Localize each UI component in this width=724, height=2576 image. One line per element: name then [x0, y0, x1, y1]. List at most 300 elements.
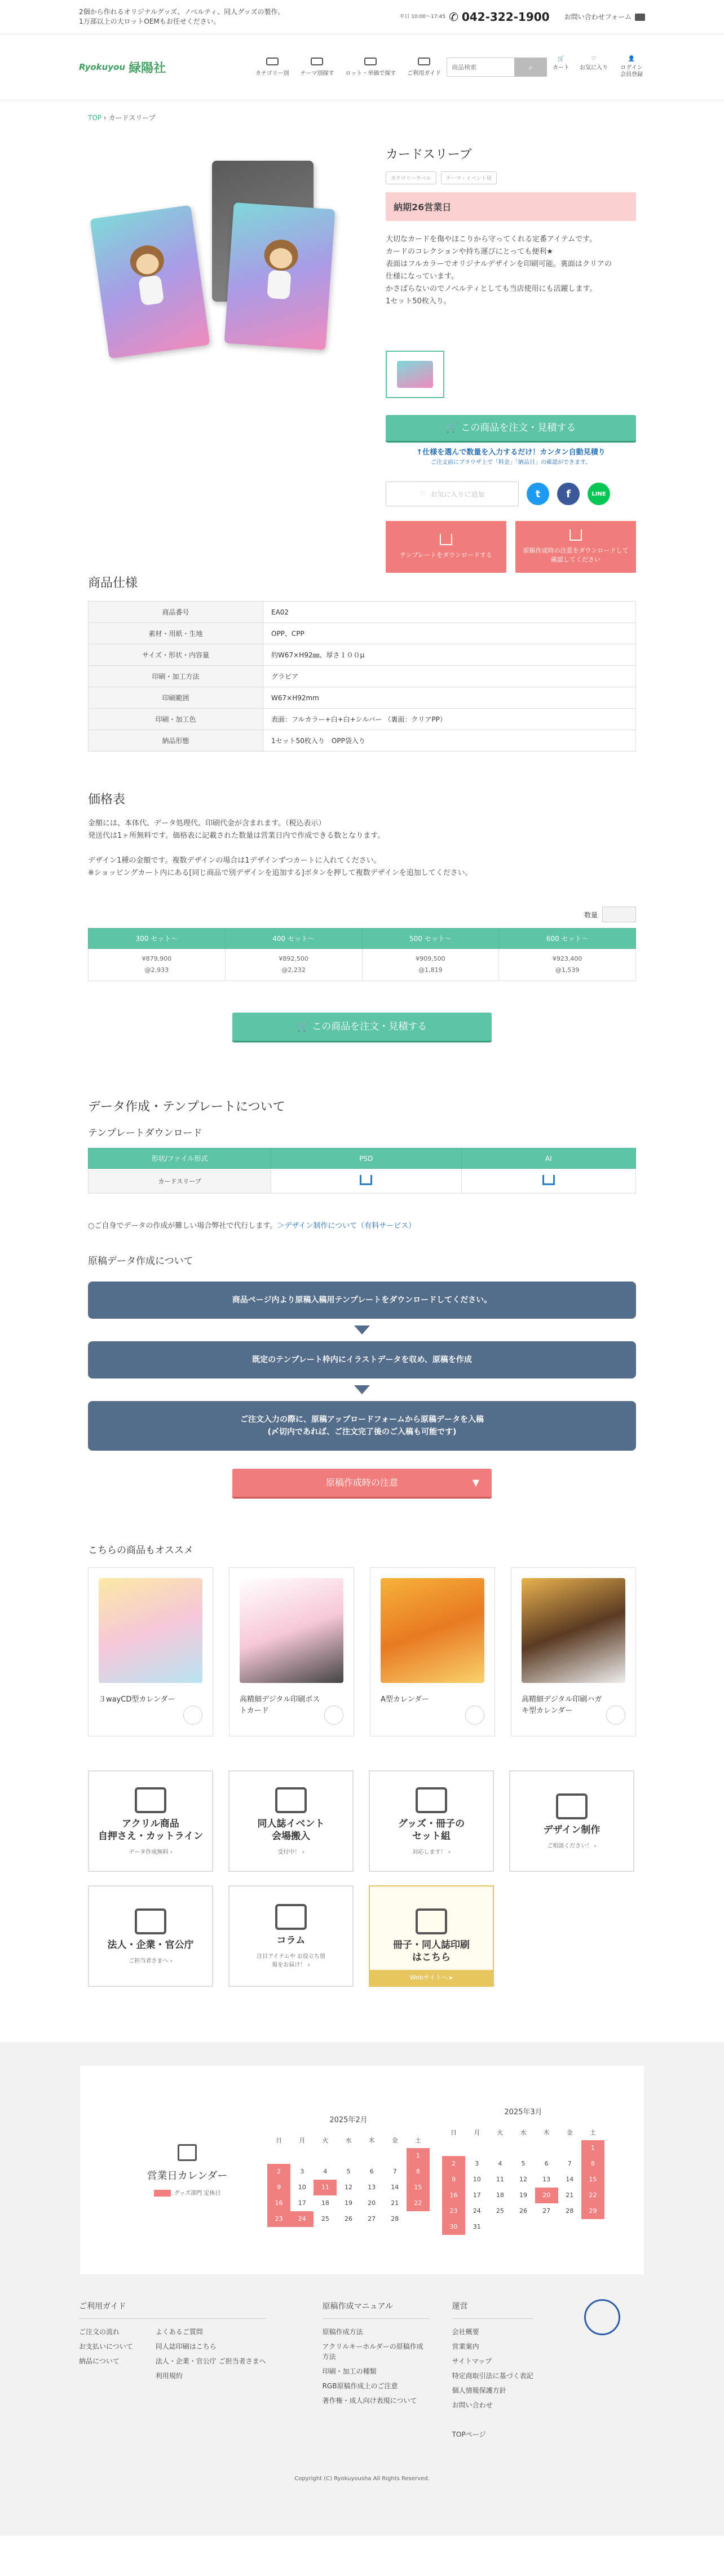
price-cell[interactable] [362, 949, 499, 981]
service-event[interactable] [228, 1770, 354, 1872]
weekday-label: 金 [391, 2136, 398, 2144]
deadline-badge: 納期26営業日 [386, 192, 636, 221]
weekday-label: 木 [368, 2136, 375, 2144]
tagline-line: 1万部以上の大ロットOEMもお任せください。 [79, 17, 220, 25]
price-total: ¥909,500 [416, 955, 445, 962]
footer-heading: 原稿作成マニュアル [323, 2299, 430, 2319]
twitter-icon[interactable]: t [527, 483, 549, 505]
design-service-link[interactable]: ＞デザイン制作について（有料サービス） [277, 1222, 416, 1230]
calendar-day: 15 [581, 2172, 604, 2188]
service-title: デザイン制作 [543, 1824, 601, 1836]
calendar-day: 12 [344, 2184, 352, 2191]
calendar-day: 2 [267, 2164, 290, 2180]
service-acrylic[interactable] [88, 1770, 213, 1872]
download-icon [360, 1175, 372, 1185]
calendar-day [488, 2219, 511, 2235]
service-set[interactable] [369, 1770, 494, 1872]
spec-value: グラビア [263, 666, 636, 687]
nav-label: ロット・単価で探す [345, 70, 396, 77]
search-input[interactable] [447, 58, 514, 77]
heart-icon: ♡ [591, 56, 597, 62]
footer-link[interactable]: 会社概要 [452, 2328, 479, 2336]
desc-line: 大切なカードを傷やほこりから守ってくれる定番アイテムです。 [386, 235, 597, 244]
price-column-header: 500 セット～ [362, 929, 499, 949]
calendar-day: 11 [314, 2180, 337, 2195]
search-button[interactable] [514, 58, 547, 77]
price-note-line: 発送代は1ヶ所無料です。価格表に記載された数量は営業日内で作成できる数となります。 [88, 832, 385, 840]
mail-icon [635, 14, 645, 21]
calendar-day: 27 [368, 2215, 376, 2222]
month-name: 2025年2月 [329, 2115, 368, 2124]
download-icon [542, 1175, 555, 1185]
tag-icon [311, 58, 323, 65]
cart-icon: 🛒 [557, 56, 565, 62]
template-heading: データ作成・テンプレートについて [88, 1100, 285, 1114]
palette-icon [556, 1793, 588, 1819]
logo[interactable] [79, 59, 166, 76]
price-total: ¥923,400 [552, 955, 582, 962]
header-icons [553, 56, 645, 78]
calendar-day: 21 [391, 2199, 399, 2207]
phone[interactable] [399, 12, 549, 22]
spec-key: 商品番号 [89, 602, 263, 623]
cart-label: カート [553, 65, 570, 71]
calendar-month [267, 2114, 430, 2227]
download-row [386, 521, 636, 573]
calendar-day: 10 [473, 2176, 481, 2183]
facebook-icon[interactable]: f [557, 483, 580, 505]
flow-step [88, 1341, 636, 1378]
calendar-day: 26 [519, 2207, 527, 2215]
business-calendar [80, 2066, 644, 2274]
phone-icon: ✆ [449, 10, 458, 24]
flow-steps [88, 1282, 636, 1451]
caution-toggle-button[interactable] [232, 1469, 492, 1497]
nav-label: カテゴリー別 [255, 70, 289, 77]
order-note-text: ↑仕様を選んで数量を入力するだけ！カンタン自動見積り [416, 448, 606, 457]
product-image [381, 1578, 484, 1683]
user-icon: 👤 [628, 56, 635, 62]
order-button[interactable] [386, 415, 636, 441]
footer-link[interactable]: 同人誌印刷はこちら [155, 2343, 217, 2350]
order-note [386, 448, 636, 468]
tagline-line: 2個から作れるオリジナルグッズ、ノベルティ、同人グッズの製作。 [79, 8, 285, 16]
calendar-legend [120, 2144, 255, 2197]
table-row [89, 949, 636, 981]
calendar-day: 16 [267, 2195, 290, 2211]
footer-heading: 運営 [452, 2299, 533, 2319]
spec-value: 表面：フルカラー+白+白+シルバー （裏面：クリアPP） [263, 709, 636, 730]
top-bar [0, 0, 724, 34]
calendar-day: 29 [581, 2203, 604, 2219]
phone-number[interactable]: 042-322-1900 [461, 10, 550, 24]
service-links [88, 1770, 636, 1987]
calendar-month [442, 2106, 604, 2235]
calendar-day: 5 [346, 2168, 351, 2175]
flow-step [88, 1401, 636, 1451]
calendar-day [314, 2148, 337, 2164]
calendar-day: 10 [298, 2184, 306, 2191]
down-arrow-icon [354, 1325, 370, 1335]
footer [0, 2274, 724, 2442]
nav-theme[interactable] [300, 58, 334, 77]
calendar-day [558, 2140, 581, 2156]
calendar-day: 19 [519, 2191, 527, 2199]
order-button-label: この商品を注文・見積する [312, 1021, 427, 1032]
calendar-day: 22 [581, 2188, 604, 2203]
spec-key: 納品形態 [89, 730, 263, 752]
table-row [89, 644, 636, 666]
footer-link[interactable]: 利用規約 [155, 2372, 183, 2380]
flow-step [88, 1282, 636, 1319]
weekday-label: 月 [474, 2128, 480, 2136]
quantity-label: 数量 [584, 911, 598, 919]
calendar-day: 17 [473, 2191, 481, 2199]
weekday-label: 日 [276, 2136, 282, 2144]
calendar-day: 30 [442, 2219, 465, 2235]
calendar-day: 31 [473, 2223, 481, 2230]
service-title: セット組 [412, 1830, 451, 1842]
calendar-day: 6 [369, 2168, 374, 2175]
footer-link[interactable]: 著作権・成人向け表現について [322, 2397, 417, 2405]
site-header [0, 34, 724, 100]
product-tags [386, 171, 636, 184]
recommend-title: 高精細デジタル印刷ポストカード [240, 1695, 320, 1715]
footer-link[interactable]: 納品について [79, 2357, 120, 2365]
price-total: ¥879,900 [142, 955, 172, 962]
footer-link[interactable]: 特定商取引法に基づく表記 [452, 2372, 533, 2380]
product-thumbnail[interactable] [386, 351, 444, 398]
recommend-item[interactable] [370, 1567, 495, 1737]
footer-link[interactable]: よくあるご質問 [155, 2328, 203, 2336]
service-title: コラム [276, 1935, 306, 1946]
price-unit: @1,819 [418, 966, 443, 974]
spec-key: 印刷範囲 [89, 687, 263, 709]
service-corporate[interactable] [88, 1885, 213, 1987]
price-note-line: デザイン1種の金額です。複数デザインの場合は1デザインずつカートに入れてください。 [88, 856, 381, 865]
month-grid [442, 2124, 604, 2235]
desc-line: かさばらないのでノベルティとしても当店使用にも活躍します。 [386, 285, 597, 293]
calendar-day: 11 [496, 2176, 504, 2183]
calendar-day: 19 [344, 2199, 352, 2207]
cart-icon: 🛒 [297, 1021, 312, 1032]
footer-manual [323, 2299, 430, 2442]
spec-key: サイズ・形状・内容量 [89, 644, 263, 666]
monkey-illustration [120, 242, 178, 310]
table-row [89, 709, 636, 730]
footer-link[interactable]: 営業案内 [452, 2343, 479, 2350]
price-note-line: ※ショッピングカート内にある[同じ商品で別デザインを追加する]ボタンを押して複数デザインを追加してください。 [88, 869, 473, 877]
caution-label: 原稿作成時の注意 [325, 1477, 398, 1488]
calendar-day: 4 [498, 2160, 502, 2167]
building-icon [135, 1908, 166, 1934]
spec-value: OPP、CPP [263, 623, 636, 644]
price-table [88, 928, 636, 981]
glasses-icon [364, 58, 377, 65]
footer-guide [79, 2299, 266, 2442]
copyright: Copyright (C) Ryokuyousha All Rights Reserved. [294, 2476, 430, 2482]
product-image [88, 144, 370, 409]
manual-download-button[interactable] [515, 521, 636, 573]
footer-link[interactable]: お問い合わせ [452, 2401, 493, 2409]
calendar-day: 22 [407, 2195, 430, 2211]
scissors-icon [135, 1787, 166, 1813]
box-icon [416, 1787, 447, 1813]
calendar-day: 7 [567, 2160, 572, 2167]
calendar-day [290, 2148, 314, 2164]
nav-category[interactable] [255, 58, 289, 77]
spec-value: 約W67×H92㎜、厚さ１００μ [263, 644, 636, 666]
calendar-day [465, 2140, 488, 2156]
calendar-day: 1 [581, 2140, 604, 2156]
footer-link[interactable]: お支払いについて [79, 2343, 133, 2350]
calendar-day: 28 [391, 2215, 399, 2222]
calendar-day: 5 [521, 2160, 526, 2167]
calendar-day [535, 2219, 558, 2235]
calendar-day [511, 2219, 535, 2235]
heart-icon[interactable] [183, 1705, 202, 1725]
recommend-item[interactable] [88, 1567, 213, 1737]
main-nav [255, 58, 441, 77]
weekday-label: 土 [414, 2136, 421, 2144]
service-title: グッズ・冊子の [398, 1818, 465, 1830]
template-section [0, 1097, 724, 1230]
holiday-legend [120, 2188, 255, 2197]
calendar-day: 7 [392, 2168, 397, 2175]
footer-link[interactable]: サイトマップ [452, 2357, 492, 2365]
template-table [88, 1148, 636, 1194]
line-icon[interactable] [588, 483, 610, 505]
price-note-line: 金額には、本体代、データ処理代、印刷代金が含まれます。（税込表示） [88, 819, 326, 828]
price-unit: @2,933 [144, 966, 169, 974]
desc-line: 表面はフルカラーでオリジナルデザインを印刷可能。裏面はクリアの [386, 260, 612, 268]
search-icon: ⌕ [528, 62, 533, 72]
recommend-heading: こちらの商品もオススメ [88, 1545, 193, 1556]
logo-kanji: 緑陽社 [129, 61, 166, 76]
login-link[interactable] [618, 56, 645, 78]
footer-link[interactable]: 法人・企業・官公庁 ご担当者さまへ [155, 2357, 266, 2365]
flow-step-text: ご注文入力の際に、原稿アップロードフォームから原稿データを入稿 [240, 1415, 484, 1424]
cart-icon: 🛒 [445, 422, 461, 434]
breadcrumb-separator: › [103, 114, 109, 122]
calendar-day: 26 [344, 2215, 352, 2222]
spec-heading: 商品仕様 [88, 576, 138, 590]
nav-lot[interactable] [345, 58, 396, 77]
holiday-legend-label: グッズ部門 定休日 [174, 2190, 221, 2197]
calendar-day: 8 [581, 2156, 604, 2172]
service-sub: Webサイトへ ▸ [370, 1970, 493, 1986]
cart-link[interactable] [553, 56, 570, 78]
download-icon [440, 534, 452, 545]
footer-link[interactable]: 個人情報保護方針 [452, 2387, 506, 2394]
weekday-label: 月 [299, 2136, 306, 2144]
spec-key: 素材・用紙・生地 [89, 623, 263, 644]
product-image [240, 1578, 343, 1683]
calendar-day [383, 2148, 407, 2164]
price-cell[interactable] [89, 949, 226, 981]
service-booklet[interactable] [369, 1885, 494, 1987]
calendar-day: 9 [442, 2172, 465, 2188]
template-row-label: カードスリーブ [89, 1169, 271, 1194]
product-tag[interactable]: カテゴリーラベル [386, 171, 436, 184]
spacer [88, 842, 636, 855]
add-favorite-button[interactable] [386, 481, 519, 506]
note-text: ○ご自身でデータの作成が難しい場合弊社で代行します。 [88, 1222, 277, 1230]
breadcrumb-top[interactable]: TOP [88, 114, 102, 122]
footer-link[interactable]: 印刷・加工の種類 [322, 2367, 377, 2375]
heart-icon[interactable] [324, 1705, 343, 1725]
weekday-label: 火 [497, 2128, 504, 2136]
manual-download-label: 原稿作成時の注意をダウンロードして確認してください [523, 547, 629, 563]
product-image [99, 1578, 202, 1683]
footer-link[interactable]: ご注文の流れ [79, 2328, 120, 2336]
calendar-day [535, 2140, 558, 2156]
product-title: カードスリーブ [386, 148, 472, 162]
footer-link[interactable]: アクリルキーホルダーの原稿作成方法 [322, 2343, 423, 2361]
weekday-label: 木 [543, 2128, 550, 2136]
calendar-day: 14 [391, 2184, 399, 2191]
calendar-day [511, 2140, 535, 2156]
calendar-day: 18 [321, 2199, 329, 2207]
table-row [89, 623, 636, 644]
heart-icon: ♡ [420, 490, 426, 498]
ai-download[interactable] [461, 1169, 635, 1194]
price-column-header: 300 セット～ [89, 929, 226, 949]
truck-icon [275, 1787, 307, 1813]
pen-icon [275, 1904, 307, 1930]
table-row [89, 1169, 636, 1194]
service-title: 自押さえ・カットライン [98, 1830, 204, 1842]
footer-link[interactable]: 原稿作成方法 [322, 2328, 363, 2336]
table-row [89, 730, 636, 752]
heart-icon[interactable] [606, 1705, 625, 1725]
desc-line: 1セット50枚入り。 [386, 297, 451, 306]
calendar-day: 9 [267, 2180, 290, 2195]
price-unit: @1,539 [555, 966, 580, 974]
sleeve-image [90, 205, 210, 359]
spec-value: 1セット50枚入り OPP袋入り [263, 730, 636, 752]
price-heading: 価格表 [88, 793, 126, 807]
nav-guide[interactable] [407, 58, 441, 77]
calendar-day: 1 [407, 2148, 430, 2164]
weekday-label: 水 [520, 2128, 527, 2136]
calendar-day: 8 [407, 2164, 430, 2180]
login-label: ログイン会員登録 [620, 65, 643, 78]
calendar-area [0, 2042, 724, 2536]
service-sub: ご担当者さまへ › [129, 1958, 173, 1964]
calendar-day: 25 [496, 2207, 504, 2215]
contact-link[interactable] [564, 12, 645, 22]
price-notes [88, 818, 636, 880]
calendar-day: 6 [544, 2160, 549, 2167]
spec-section [0, 573, 724, 752]
calendar-day: 24 [290, 2211, 314, 2227]
service-sub: 注目アイテムや お役立ち情報をお届け！ › [257, 1954, 325, 1968]
contact-label: お問い合わせフォーム [564, 12, 632, 21]
calendar-day: 21 [566, 2191, 574, 2199]
spec-value: EA02 [263, 602, 636, 623]
service-sub: 対応します！ › [412, 1849, 451, 1855]
recommend-title: 高精細デジタル印刷ハガキ型カレンダー [522, 1695, 602, 1715]
template-download-label: テンプレートをダウンロードする [400, 551, 492, 559]
heart-icon[interactable] [465, 1705, 484, 1725]
table-header [89, 1148, 636, 1169]
price-section [0, 790, 724, 1041]
price-total: ¥892,500 [279, 955, 308, 962]
desc-line: カードのコレクションや持ち運びにとっても便利★ [386, 248, 553, 256]
psd-download[interactable] [271, 1169, 462, 1194]
product-image [522, 1578, 625, 1683]
calendar-day: 23 [442, 2203, 465, 2219]
breadcrumb-current: カードスリーブ [108, 114, 156, 122]
nav-label: テーマ別探す [300, 70, 334, 77]
service-title: 会場搬入 [272, 1830, 310, 1842]
price-cell[interactable] [499, 949, 636, 981]
calendar-day: 3 [300, 2168, 304, 2175]
order-button-label: この商品を注文・見積する [461, 422, 576, 434]
calendar-day: 2 [442, 2156, 465, 2172]
calendar-day [442, 2140, 465, 2156]
breadcrumb [0, 100, 724, 122]
calendar-day: 13 [368, 2184, 376, 2191]
template-column-header: 形状/ファイル形式 [89, 1148, 271, 1169]
calendar-day: 23 [267, 2211, 290, 2227]
search [447, 58, 547, 77]
price-unit: @2,232 [281, 966, 306, 974]
order-button[interactable] [232, 1013, 492, 1041]
month-grid [267, 2132, 430, 2227]
monkey-illustration [253, 238, 307, 303]
book-icon [416, 1908, 447, 1934]
calendar-day: 13 [542, 2176, 551, 2183]
recommend-section [0, 1542, 724, 1987]
desc-line: 仕様になっています。 [386, 272, 458, 281]
calendar-day: 28 [566, 2207, 574, 2215]
service-title: はこちら [412, 1952, 451, 1963]
calendar-icon [178, 2144, 197, 2161]
product-tag[interactable]: テーマ・イベント用 [441, 171, 497, 184]
privacy-mark-icon [584, 2299, 620, 2335]
order-note-small: ご注文前にブラウザ上で「料金」「納品日」の確認ができます。 [430, 459, 591, 466]
quantity-select[interactable] [602, 907, 636, 922]
favorite-link[interactable] [580, 56, 608, 78]
flow-step-text: 商品ページ内より原稿入稿用テンプレートをダウンロードしてください。 [232, 1296, 492, 1305]
recommend-title: A型カレンダー [381, 1695, 430, 1704]
table-header [89, 929, 636, 949]
footer-company [452, 2299, 533, 2442]
price-cell[interactable] [225, 949, 362, 981]
product-info [386, 145, 636, 573]
service-sub: データ作成無料 › [129, 1849, 173, 1855]
document-icon [570, 529, 582, 541]
service-design[interactable] [509, 1770, 634, 1872]
footer-link[interactable]: RGB原稿作成上のご注意 [322, 2382, 398, 2390]
template-column-header: PSD [271, 1148, 462, 1169]
footer-link[interactable]: TOPページ [452, 2431, 486, 2438]
spec-value: W67×H92mm [263, 687, 636, 709]
price-column-header: 600 セット～ [499, 929, 636, 949]
template-download-button[interactable] [386, 521, 506, 573]
service-column[interactable] [228, 1885, 354, 1987]
down-arrow-icon [354, 1385, 370, 1394]
recommend-item[interactable] [511, 1567, 636, 1737]
recommend-item[interactable] [229, 1567, 354, 1737]
service-title: 同人誌イベント [257, 1818, 325, 1830]
design-service-note [88, 1219, 636, 1230]
line-label: LINE [591, 491, 606, 497]
calendar-day [488, 2140, 511, 2156]
table-row [89, 666, 636, 687]
